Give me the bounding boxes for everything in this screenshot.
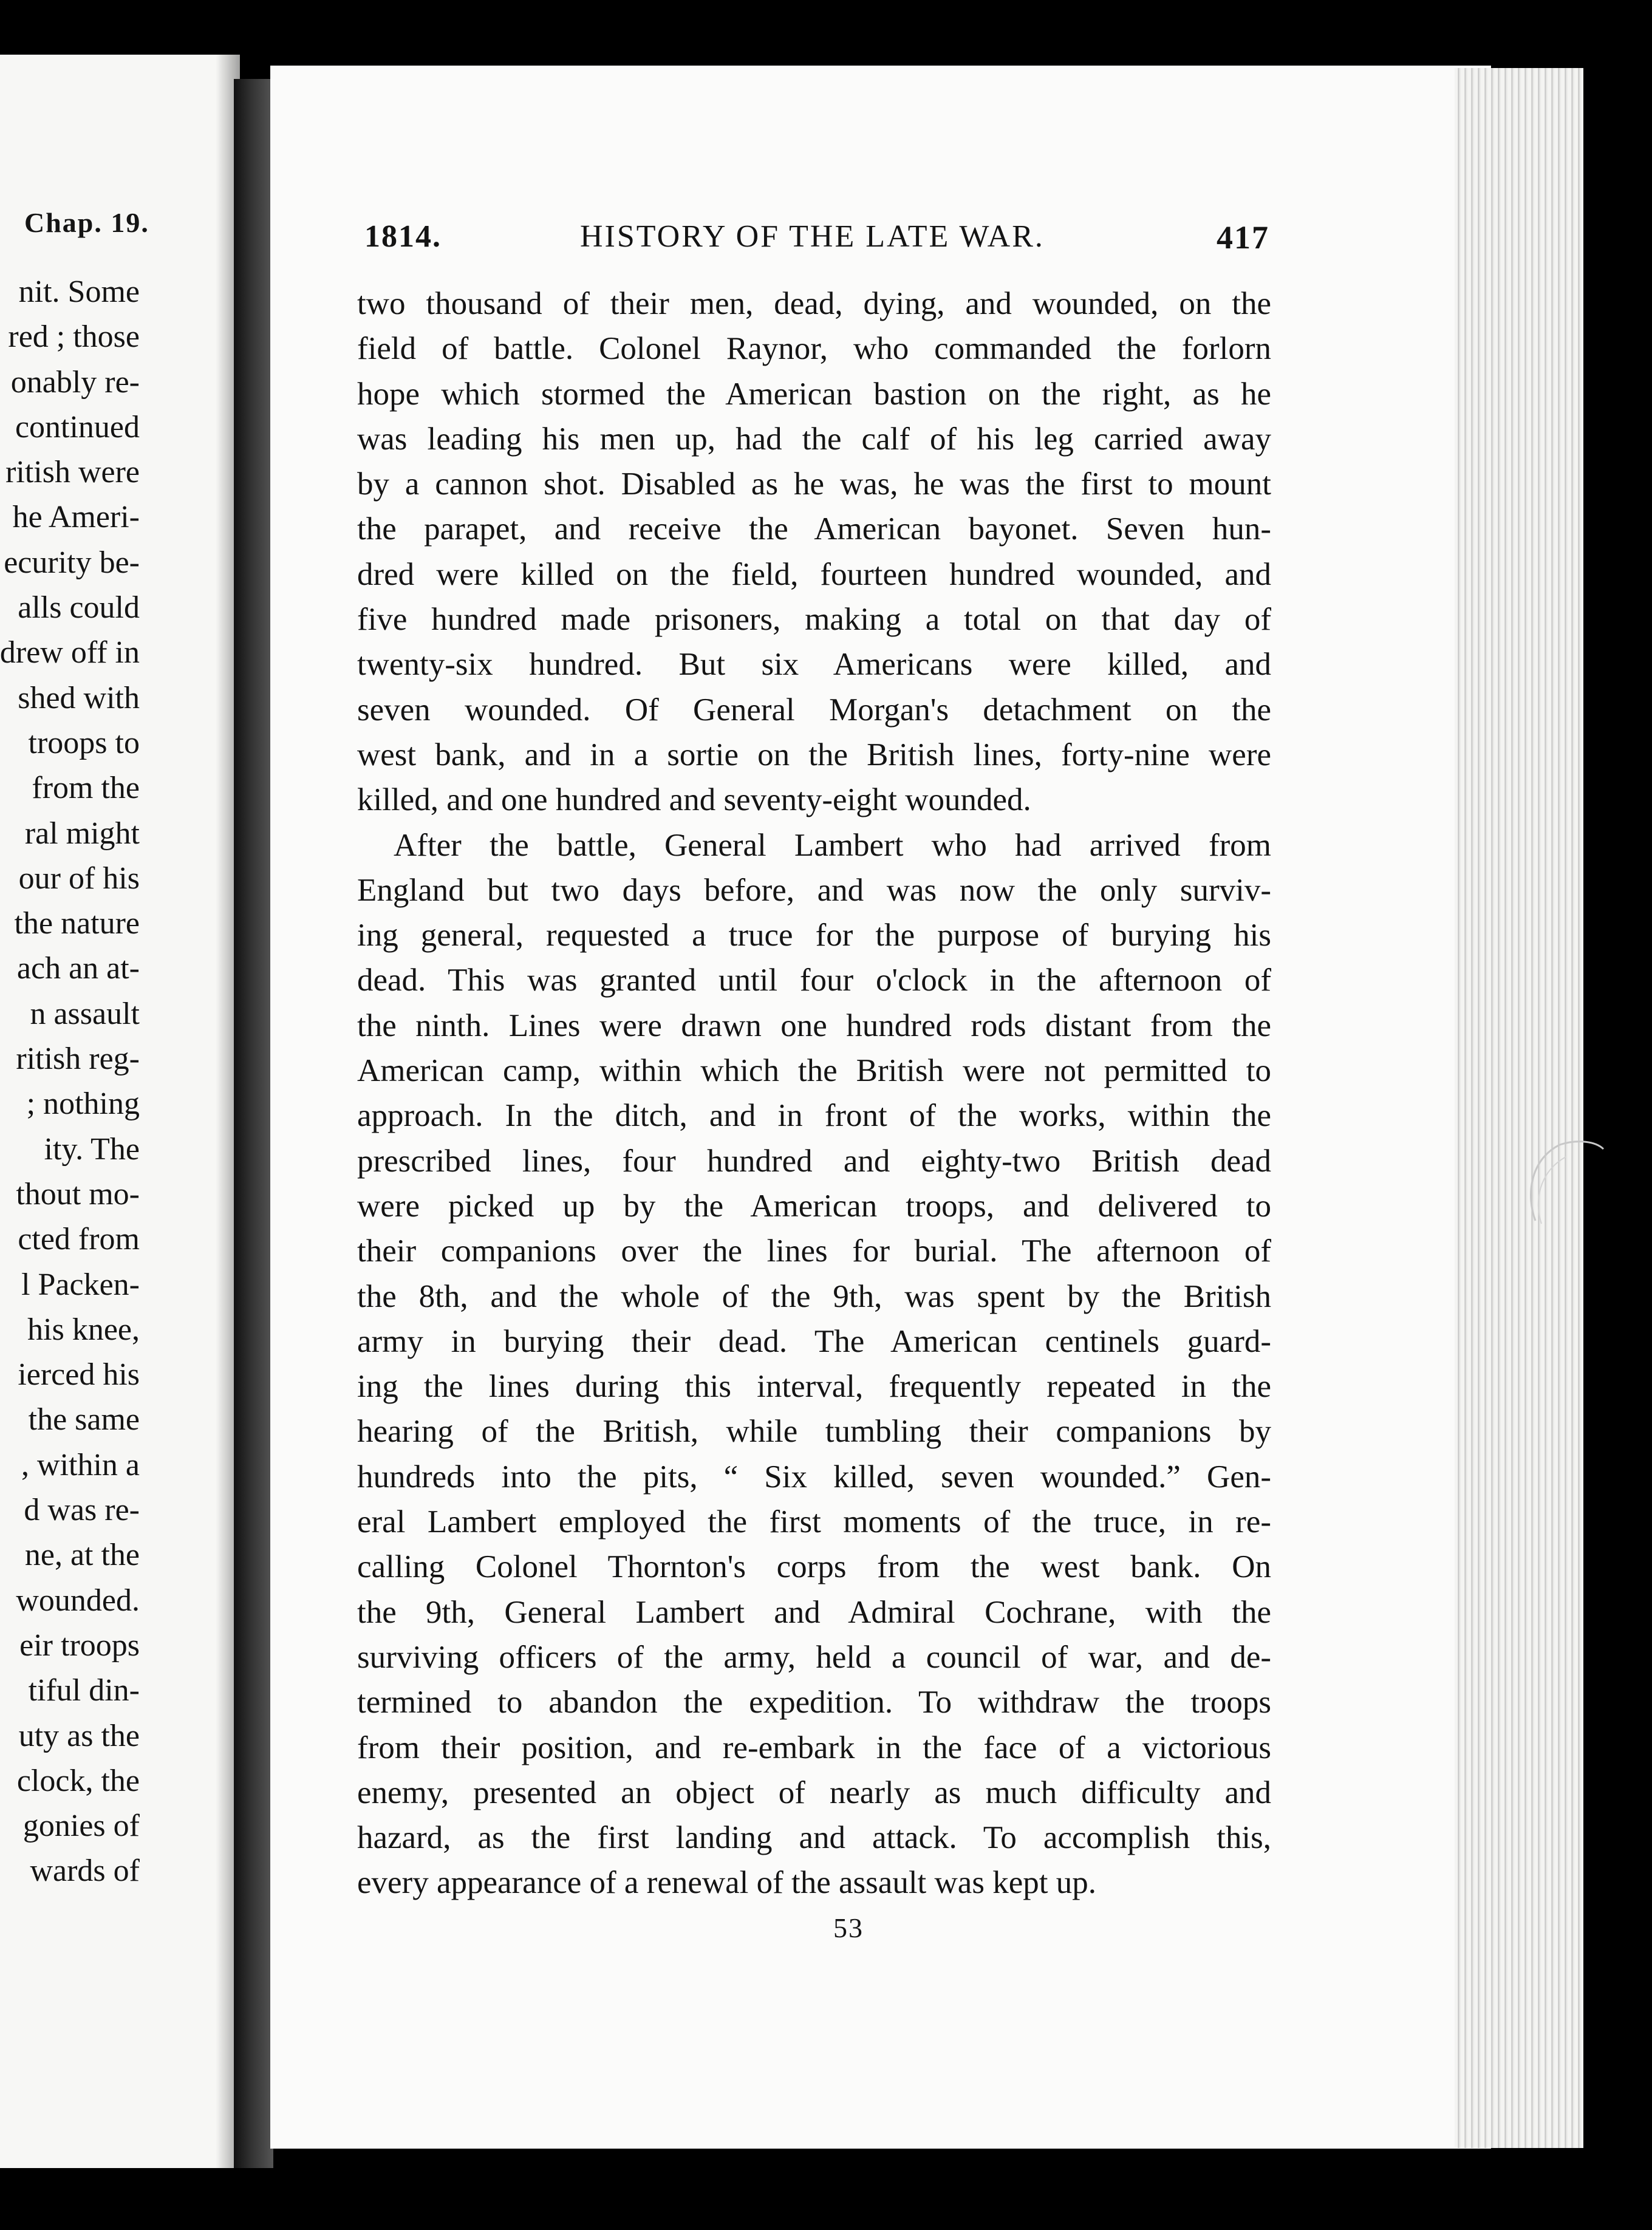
text-line: American camp, within which the British were not permitted to	[357, 1053, 1271, 1089]
left-page-line: from the	[32, 771, 140, 806]
running-header	[364, 219, 1269, 261]
text-line: the parapet, and receive the American bayonet. Seven hun-	[357, 511, 1271, 547]
left-page-line: ach an at-	[16, 951, 140, 986]
text-line: hearing of the British, while tumbling their companions by	[357, 1414, 1271, 1450]
left-page-line: tiful din-	[28, 1673, 140, 1708]
left-page-line: drew off in	[0, 635, 140, 670]
left-page-line: shed with	[18, 680, 140, 715]
left-page-line: ; nothing	[26, 1086, 140, 1122]
left-page-line: eir troops	[19, 1628, 140, 1663]
text-line: five hundred made prisoners, making a total on that day of	[357, 602, 1271, 638]
left-page-line: , within a	[21, 1447, 140, 1482]
text-line: the 8th, and the whole of the 9th, was spent by the British	[357, 1278, 1271, 1314]
left-page-line: ecurity be-	[4, 545, 140, 580]
signature-mark: 53	[833, 1912, 864, 1943]
text-line: enemy, presented an object of nearly as much difficulty and	[357, 1775, 1271, 1810]
text-line: dead. This was granted until four o'clock in the afternoon of	[357, 963, 1271, 998]
text-line: every appearance of a renewal of the assault was kept up.	[357, 1865, 1096, 1901]
left-page-line: continued	[15, 409, 140, 445]
text-line: from their position, and re-embark in the face of a victorious	[357, 1730, 1271, 1765]
text-line: calling Colonel Thornton's corps from the west bank. On	[357, 1549, 1271, 1585]
left-page-line: ral might	[24, 816, 140, 851]
left-page-line: cted from	[18, 1222, 140, 1257]
left-page-line: clock, the	[16, 1763, 140, 1798]
text-line: was leading his men up, had the calf of his leg carried away	[357, 421, 1271, 457]
left-page-line: he Ameri-	[12, 500, 140, 535]
text-line: killed, and one hundred and seventy-eight wounded.	[357, 782, 1031, 818]
left-page-line: uty as the	[18, 1718, 140, 1753]
text-line: approach. In the ditch, and in front of the works, within the	[357, 1098, 1271, 1134]
text-line: prescribed lines, four hundred and eighty-two British dead	[357, 1143, 1271, 1179]
text-line: England but two days before, and was now the only surviv-	[357, 872, 1271, 908]
text-line: the 9th, General Lambert and Admiral Cochrane, with the	[357, 1594, 1271, 1630]
left-page-line: the nature	[14, 906, 140, 941]
text-line: army in burying their dead. The American centinels guard-	[357, 1323, 1271, 1359]
pencil-mark-icon	[1523, 1136, 1608, 1227]
left-page-line: our of his	[18, 861, 140, 896]
left-page-line: onably re-	[10, 364, 140, 400]
left-page-line: nit. Some	[18, 274, 140, 309]
left-page-line: d was re-	[24, 1493, 140, 1528]
text-line: hazard, as the first landing and attack. To accomplish this,	[357, 1820, 1271, 1856]
left-page	[0, 55, 240, 2168]
left-page-line: ritish reg-	[16, 1042, 140, 1077]
book-gutter	[234, 79, 273, 2168]
text-line: surviving officers of the army, held a council of war, and de-	[357, 1639, 1271, 1675]
left-page-line: the same	[28, 1402, 140, 1437]
text-line: twenty-six hundred. But six Americans were killed, and	[357, 647, 1271, 683]
header-title: HISTORY OF THE LATE WAR.	[580, 219, 1045, 254]
left-page-line: ne, at the	[24, 1538, 140, 1573]
text-line: ing the lines during this interval, frequently repeated in the	[357, 1369, 1271, 1405]
left-page-line: n assault	[30, 996, 140, 1031]
left-page-line: wards of	[30, 1853, 140, 1889]
left-page-line: alls could	[18, 590, 140, 626]
text-line: two thousand of their men, dead, dying, and wounded, on the	[357, 286, 1271, 321]
left-page-line: gonies of	[22, 1809, 140, 1844]
text-line: field of battle. Colonel Raynor, who commanded the forlorn	[357, 331, 1271, 367]
text-line: ing general, requested a truce for the purpose of burying his	[357, 918, 1271, 953]
left-page-line: ierced his	[18, 1357, 140, 1393]
text-line: eral Lambert employed the first moments of the truce, in re-	[357, 1504, 1271, 1540]
text-line: termined to abandon the expedition. To withdraw the troops	[357, 1685, 1271, 1720]
page-number: 417	[1217, 219, 1269, 256]
header-year: 1814.	[364, 219, 442, 254]
left-page-line: his knee,	[27, 1312, 140, 1347]
text-line: their companions over the lines for burial. The afternoon of	[357, 1233, 1271, 1269]
body-text	[357, 281, 1271, 1906]
left-page-line: wounded.	[16, 1583, 140, 1618]
left-page-text	[0, 270, 140, 1894]
text-line: After the battle, General Lambert who had arrived from	[394, 827, 1271, 863]
text-line: dred were killed on the field, fourteen hundred wounded, and	[357, 556, 1271, 592]
text-line: by a cannon shot. Disabled as he was, he was the first to mount	[357, 466, 1271, 502]
text-line: seven wounded. Of General Morgan's detachment on the	[357, 692, 1271, 728]
page-edges	[1455, 68, 1583, 2148]
left-page-line: l Packen-	[21, 1267, 140, 1302]
left-page-line: red ; those	[8, 319, 140, 355]
text-line: hundreds into the pits, “ Six killed, seven wounded.” Gen-	[357, 1459, 1271, 1495]
text-line: were picked up by the American troops, and delivered to	[357, 1188, 1271, 1224]
left-page-line: ritish were	[5, 455, 140, 490]
text-line: west bank, and in a sortie on the British lines, forty-nine were	[357, 737, 1271, 772]
left-page-line: troops to	[28, 725, 140, 760]
left-page-line: thout mo-	[16, 1176, 140, 1212]
text-line: the ninth. Lines were drawn one hundred rods distant from the	[357, 1008, 1271, 1043]
left-page-line: ity. The	[44, 1131, 140, 1167]
left-page-header: Chap. 19.	[24, 207, 149, 238]
text-line: hope which stormed the American bastion on the right, as he	[357, 376, 1271, 412]
